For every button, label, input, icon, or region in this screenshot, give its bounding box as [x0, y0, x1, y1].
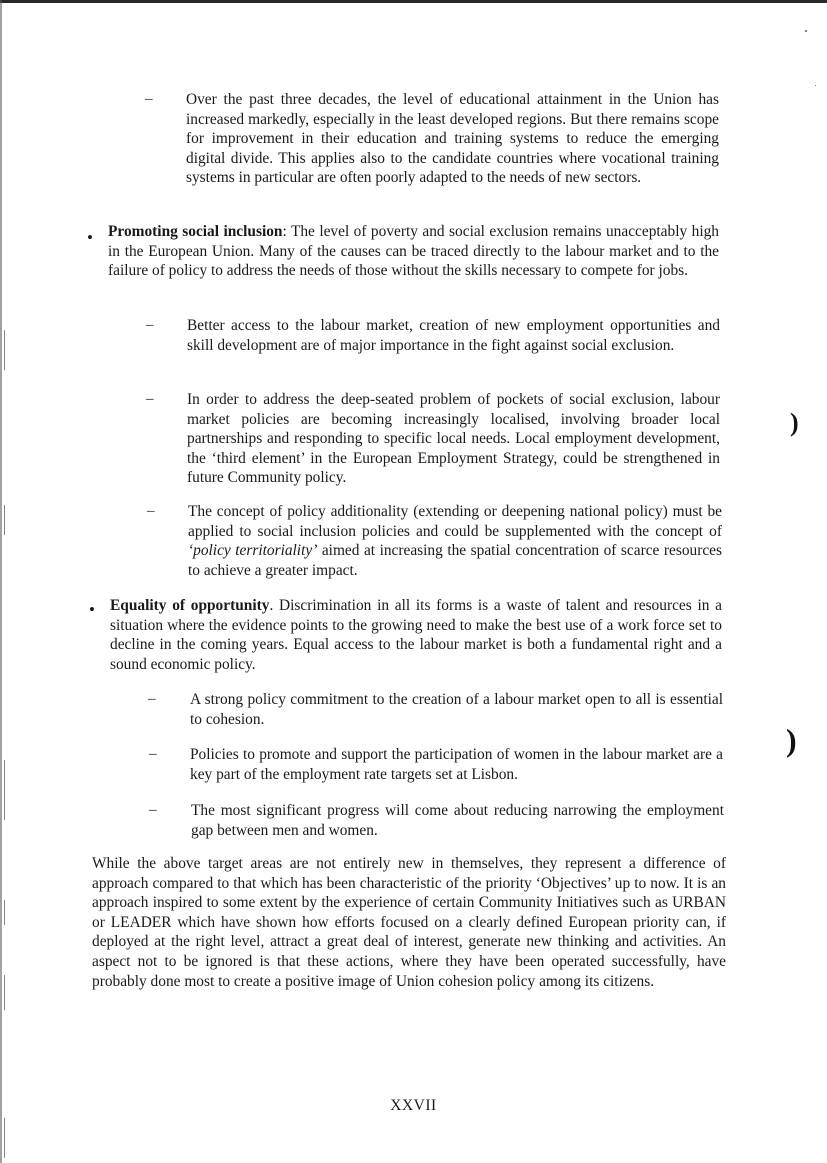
- bullet-item-text: [108, 222, 719, 281]
- bullet-heading: Equality of opportunity: [110, 597, 270, 614]
- dash-item-text: Over the past three decades, the level of educational attainment in the Union has increased markedly, especially in the least developed regions. But there remains scope for improvement in their education and training systems to reduce the emerging digital divide. This applies also to the candidate countries where vocational training systems in particular are often poorly adapted to the needs of new sectors.: [186, 91, 719, 187]
- dash-item-text: The most significant progress will come about reducing narrowing the employment gap between men and women.: [191, 802, 724, 839]
- dash-marker: –: [146, 391, 154, 407]
- bullet-heading: Promoting social inclusion: [108, 223, 283, 240]
- dash-item-text: In order to address the deep-seated problem of pockets of social exclusion, labour market policies are becoming increasingly localised, involving broader local partnerships and responding to specific local needs. Local employment development, the ‘third element’ in the European Employment Strategy, could be strengthened in future Community policy.: [187, 391, 720, 487]
- body-paragraph: While the above target areas are not entirely new in themselves, they represent a difference of approach compared to that which has been characteristic of the priority ‘Objectives’ up to now. It is an approach inspired to some extent by the experience of certain Community Initiatives such as URBAN or LEADER which have shown how efforts focused on a clearly defined European priority can, if deployed at the right level, attract a great deal of interest, generate new thinking and activities. An aspect not to be ignored is that these actions, where they have been operated successfully, have probably done most to create a positive image of Union cohesion policy among its citizens.: [92, 855, 726, 990]
- dash-marker: –: [149, 802, 157, 818]
- bullet-marker: •: [89, 600, 95, 619]
- dash-item-text: Better access to the labour market, creation of new employment opportunities and skill development are of major importance in the fight against social exclusion.: [187, 317, 720, 354]
- scan-speck: [805, 30, 807, 32]
- dash-text-part: The concept of policy additionality (extending or deepening national policy) must be applied to social inclusion policies and could be supplemented with the concept of: [188, 503, 722, 540]
- dash-text-part: aimed at increasing the spatial concentration of scarce resources to achieve a greater impact.: [188, 542, 722, 579]
- bullet-body: : The level of poverty and social exclusion remains unacceptably high in the European Union. Many of the causes can be traced directly to the labour market and to the failure of policy to address the needs of those without the skills necessary to compete for jobs.: [108, 223, 719, 280]
- page-top-edge: [0, 0, 827, 3]
- dash-marker: –: [149, 746, 157, 762]
- binder-hole-mark-lower: ): [786, 722, 797, 758]
- dash-marker: –: [145, 91, 153, 107]
- bullet-body: . Discrimination in all its forms is a waste of talent and resources in a situation where the evidence points to the growing need to make the best use of a work force set to decline in the coming years. Equal access to the labour market is both a fundamental right and a sound economic policy.: [110, 597, 722, 673]
- dash-marker: –: [148, 691, 156, 707]
- dash-item-text: [188, 502, 722, 580]
- bullet-item-text: [110, 596, 722, 674]
- binder-hole-mark-upper: ): [790, 408, 799, 437]
- emphasis-term: ‘policy territoriality’: [188, 542, 318, 560]
- page-left-edge: [0, 0, 2, 1163]
- page-number: XXVII: [390, 1097, 437, 1114]
- dash-item-text: A strong policy commitment to the creation of a labour market open to all is essential to cohesion.: [190, 691, 723, 728]
- dash-marker: –: [146, 317, 154, 333]
- bullet-marker: •: [87, 228, 93, 247]
- dash-marker: –: [147, 503, 155, 519]
- scan-speck: [815, 85, 816, 86]
- dash-item-text: Policies to promote and support the participation of women in the labour market are a key part of the employment rate targets set at Lisbon.: [190, 746, 723, 783]
